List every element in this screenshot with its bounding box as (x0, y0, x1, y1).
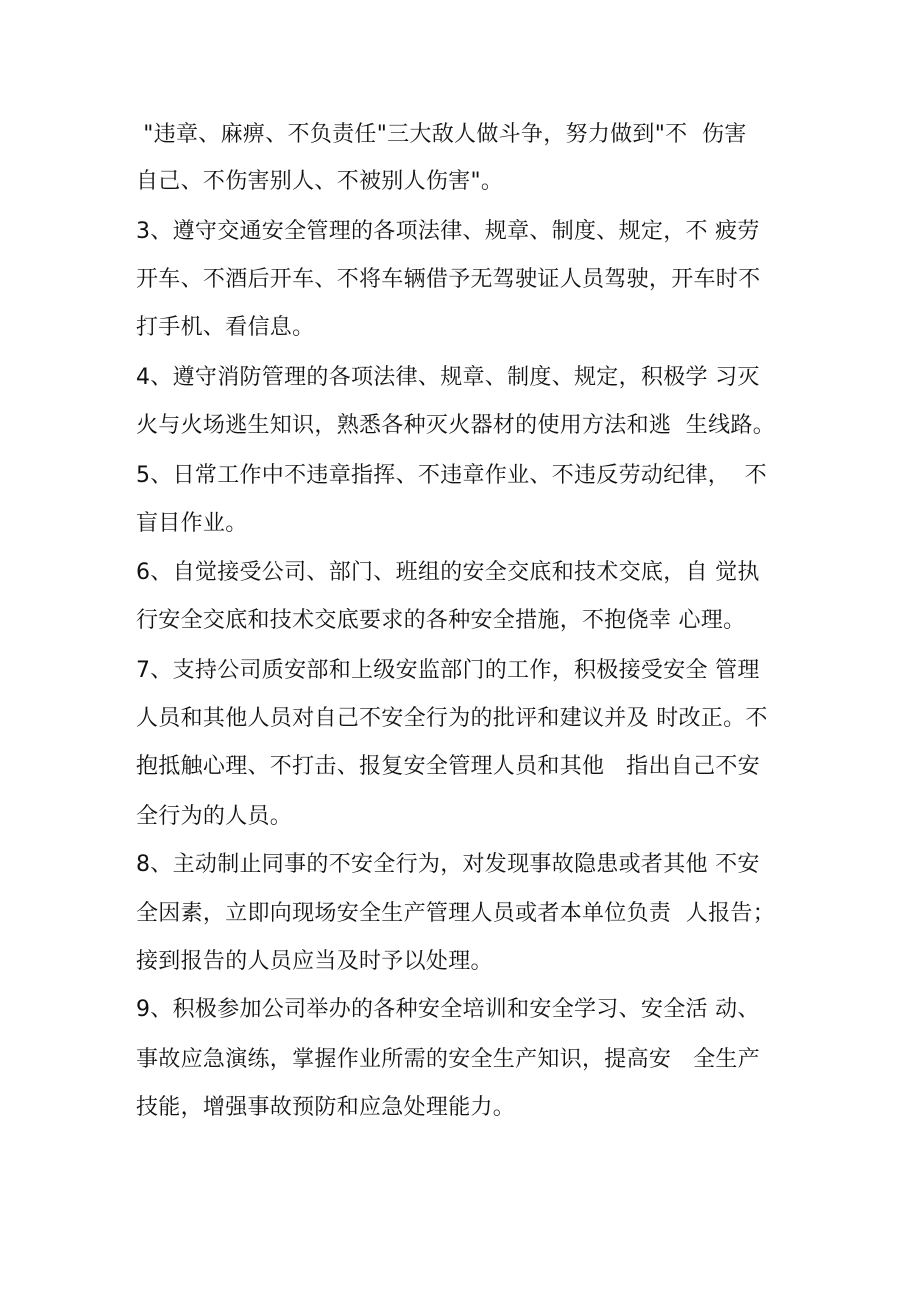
text-line: 火与火场逃生知识，熟悉各种灭火器材的使用方法和逃 生线路。 (136, 413, 775, 438)
text-line: 接到报告的人员应当及时予以处理。 (136, 949, 493, 974)
text-line: 8、主动制止同事的不安全行为，对发现事故隐患或者其他 不安 (136, 852, 760, 877)
text-line: 行安全交底和技术交底要求的各种安全措施，不抱侥幸 心理。 (136, 608, 746, 633)
text-line: 4、遵守消防管理的各项法律、规章、制度、规定，积极学 习灭 (136, 365, 760, 390)
text-line: 盲目作业。 (136, 511, 248, 536)
text-line: 打手机、看信息。 (136, 315, 315, 340)
text-line: 人员和其他人员对自己不安全行为的批评和建议并及 时改正。不 (136, 706, 768, 731)
text-line: 6、自觉接受公司、部门、班组的安全交底和技术交底，自 觉执 (136, 560, 760, 585)
text-line: 5、日常工作中不违章指挥、不违章作业、不违反劳动纪律， 不 (136, 463, 767, 488)
text-line: 事故应急演练，掌握作业所需的安全生产知识，提高安 全生产 (136, 1047, 760, 1072)
text-line: 自己、不伤害别人、不被别人伤害"。 (136, 169, 504, 194)
text-line: 开车、不酒后开车、不将车辆借予无驾驶证人员驾驶，开车时不 (136, 267, 761, 292)
text-line: 抱抵触心理、不打击、报复安全管理人员和其他 指出自己不安 (136, 754, 760, 779)
text-line: 7、支持公司质安部和上级安监部门的工作，积极接受安全 管理 (136, 658, 760, 683)
text-line: "违章、麻痹、不负责任"三大敌人做斗争，努力做到"不 伤害 (136, 122, 747, 147)
text-line: 全因素，立即向现场安全生产管理人员或者本单位负责 人报告； (136, 901, 775, 926)
text-line: 3、遵守交通安全管理的各项法律、规章、制度、规定，不 疲劳 (136, 219, 760, 244)
text-line: 技能，增强事故预防和应急处理能力。 (136, 1095, 516, 1120)
text-line: 9、积极参加公司举办的各种安全培训和安全学习、安全活 动、 (136, 997, 760, 1022)
text-line: 全行为的人员。 (136, 804, 293, 829)
